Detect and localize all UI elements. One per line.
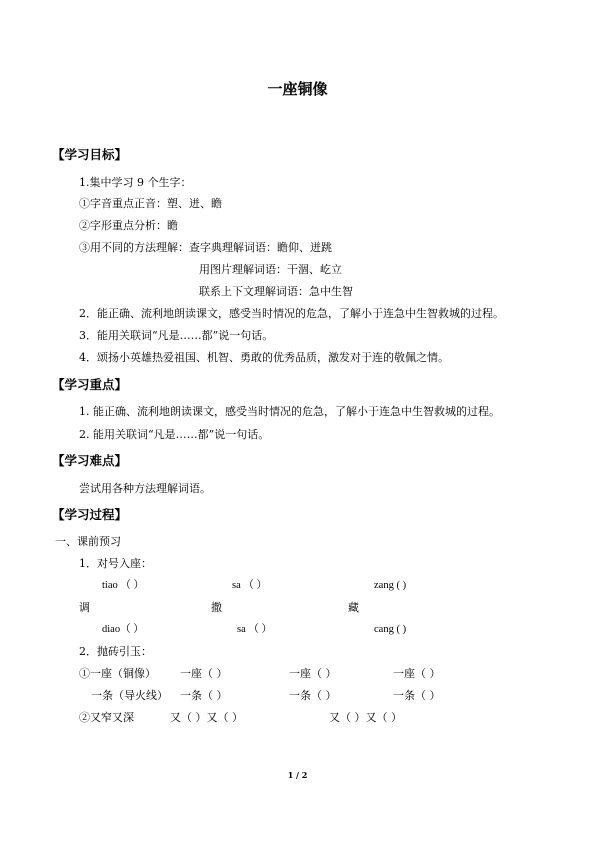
goal-1c: ③用不同的方法理解：查字典理解词语：瞻仰、迸跳 — [79, 241, 332, 254]
pinyin-cang: cang ( ) — [374, 624, 407, 635]
measure-word-zuo-4: 一座（ ） — [393, 667, 441, 680]
goal-3: 3．能用关联词“凡是……都”说一句话。 — [79, 329, 274, 342]
process-exercise-1: 1．对号入座： — [79, 557, 152, 570]
difficulty-1: 尝试用各种方法理解词语。 — [79, 482, 211, 495]
measure-word-zuo-1: ①一座（铜像） — [79, 667, 156, 680]
pattern-you-example: ②又窄又深 — [79, 711, 134, 724]
page-number: 1 / 2 — [287, 770, 308, 780]
measure-word-tiao-3: 一条（ ） — [289, 689, 337, 702]
section-heading-process: 【学习过程】 — [52, 507, 128, 522]
measure-word-tiao-4: 一条（ ） — [393, 689, 441, 702]
pinyin-diao: diao（ ） — [102, 624, 144, 635]
pattern-you-blank-1: 又（ ）又（ ） — [170, 711, 243, 724]
measure-word-tiao-1: 一条（导火线） — [91, 689, 168, 702]
process-step-1: 一、课前预习 — [55, 535, 121, 548]
focus-1: 1. 能正确、流利地朗读课文，感受当时情况的危急，了解小于连急中生智救城的过程。 — [79, 405, 500, 418]
goal-2: 2．能正确、流利地朗读课文，感受当时情况的危急，了解小于连急中生智救城的过程。 — [79, 307, 504, 320]
section-heading-difficulty: 【学习难点】 — [52, 453, 128, 468]
section-heading-goals: 【学习目标】 — [52, 147, 128, 162]
goal-1b: ②字形重点分析：瞻 — [79, 219, 178, 232]
process-exercise-2: 2．抛砖引玉： — [79, 645, 152, 658]
char-sa: 撒 — [211, 601, 222, 614]
measure-word-zuo-2: 一座（ ） — [180, 667, 228, 680]
pinyin-sa-2: sa （ ） — [237, 624, 272, 635]
char-diao: 调 — [79, 601, 90, 614]
pinyin-tiao: tiao （ ） — [102, 580, 144, 591]
goal-4: 4．颂扬小英雄热爱祖国、机智、勇敢的优秀品质，激发对于连的敬佩之情。 — [79, 351, 449, 364]
page-title: 一座铜像 — [267, 80, 328, 98]
measure-word-tiao-2: 一条（ ） — [180, 689, 228, 702]
goal-1: 1.集中学习 9 个生字： — [79, 176, 192, 189]
pinyin-sa-1: sa （ ） — [232, 580, 267, 591]
focus-2: 2. 能用关联词“凡是……都”说一句话。 — [79, 428, 270, 441]
pinyin-zang: zang ( ) — [374, 580, 407, 591]
goal-1c-3: 联系上下文理解词语：急中生智 — [199, 285, 353, 298]
goal-1c-2: 用图片理解词语：干涸、屹立 — [199, 263, 342, 276]
char-zang: 藏 — [348, 601, 359, 614]
section-heading-focus: 【学习重点】 — [52, 377, 128, 392]
pattern-you-blank-2: 又（ ）又（ ） — [329, 711, 402, 724]
measure-word-zuo-3: 一座（ ） — [289, 667, 337, 680]
goal-1a: ①字音重点正音：塑、迸、瞻 — [79, 197, 222, 210]
